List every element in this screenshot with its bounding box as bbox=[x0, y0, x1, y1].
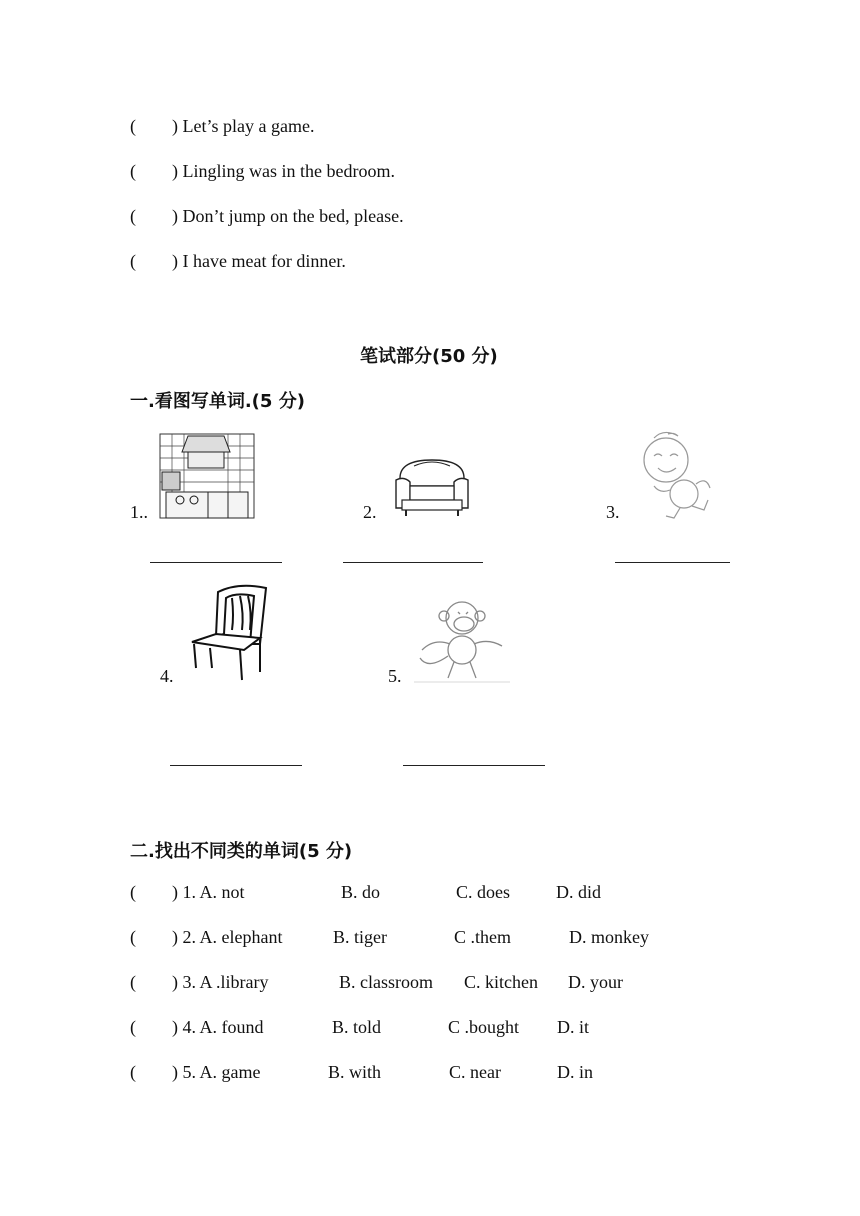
listening-line-4: ( ) I have meat for dinner. bbox=[130, 251, 346, 271]
baby-icon bbox=[634, 428, 716, 520]
question-1-option-a: ( ) 1. A. not bbox=[130, 882, 245, 902]
question-2-option-a: ( ) 2. A. elephant bbox=[130, 927, 283, 947]
picture-number-2: 2. bbox=[363, 502, 377, 522]
question-1-option-c: C. does bbox=[456, 882, 510, 902]
answer-blank-3[interactable] bbox=[615, 562, 730, 563]
kitchen-icon bbox=[158, 432, 256, 520]
picture-number-5: 5. bbox=[388, 666, 402, 686]
question-3-option-c: C. kitchen bbox=[464, 972, 538, 992]
listening-line-3: ( ) Don’t jump on the bed, please. bbox=[130, 206, 404, 226]
listening-line-2: ( ) Lingling was in the bedroom. bbox=[130, 161, 395, 181]
monkey-icon bbox=[414, 594, 510, 684]
question-5-option-b: B. with bbox=[328, 1062, 382, 1082]
question-5-option-d: D. in bbox=[557, 1062, 593, 1082]
picture-number-4: 4. bbox=[160, 666, 174, 686]
picture-number-3: 3. bbox=[606, 502, 620, 522]
section1-title: 一.看图写单词.(5 分) bbox=[130, 391, 305, 412]
question-4-option-d: D. it bbox=[557, 1017, 590, 1037]
question-4-option-c: C .bought bbox=[448, 1017, 520, 1037]
written-part-title: 笔试部分(50 分) bbox=[360, 346, 498, 367]
question-3-option-b: B. classroom bbox=[339, 972, 433, 992]
question-4-option-b: B. told bbox=[332, 1017, 382, 1037]
question-5-option-c: C. near bbox=[449, 1062, 501, 1082]
answer-blank-2[interactable] bbox=[343, 562, 483, 563]
answer-blank-5[interactable] bbox=[403, 765, 545, 766]
chair-icon bbox=[188, 580, 270, 684]
listening-line-1: ( ) Let’s play a game. bbox=[130, 116, 315, 136]
question-2-option-b: B. tiger bbox=[333, 927, 387, 947]
answer-blank-4[interactable] bbox=[170, 765, 302, 766]
question-2-option-d: D. monkey bbox=[569, 927, 649, 947]
section2-title: 二.找出不同类的单词(5 分) bbox=[130, 841, 353, 862]
question-3-option-d: D. your bbox=[568, 972, 623, 992]
picture-number-1: 1.. bbox=[130, 502, 148, 522]
question-1-option-d: D. did bbox=[556, 882, 601, 902]
question-5-option-a: ( ) 5. A. game bbox=[130, 1062, 261, 1082]
question-3-option-a: ( ) 3. A .library bbox=[130, 972, 269, 992]
question-4-option-a: ( ) 4. A. found bbox=[130, 1017, 264, 1037]
question-2-option-c: C .them bbox=[454, 927, 511, 947]
question-1-option-b: B. do bbox=[341, 882, 381, 902]
sofa-icon bbox=[392, 456, 472, 518]
answer-blank-1[interactable] bbox=[150, 562, 282, 563]
